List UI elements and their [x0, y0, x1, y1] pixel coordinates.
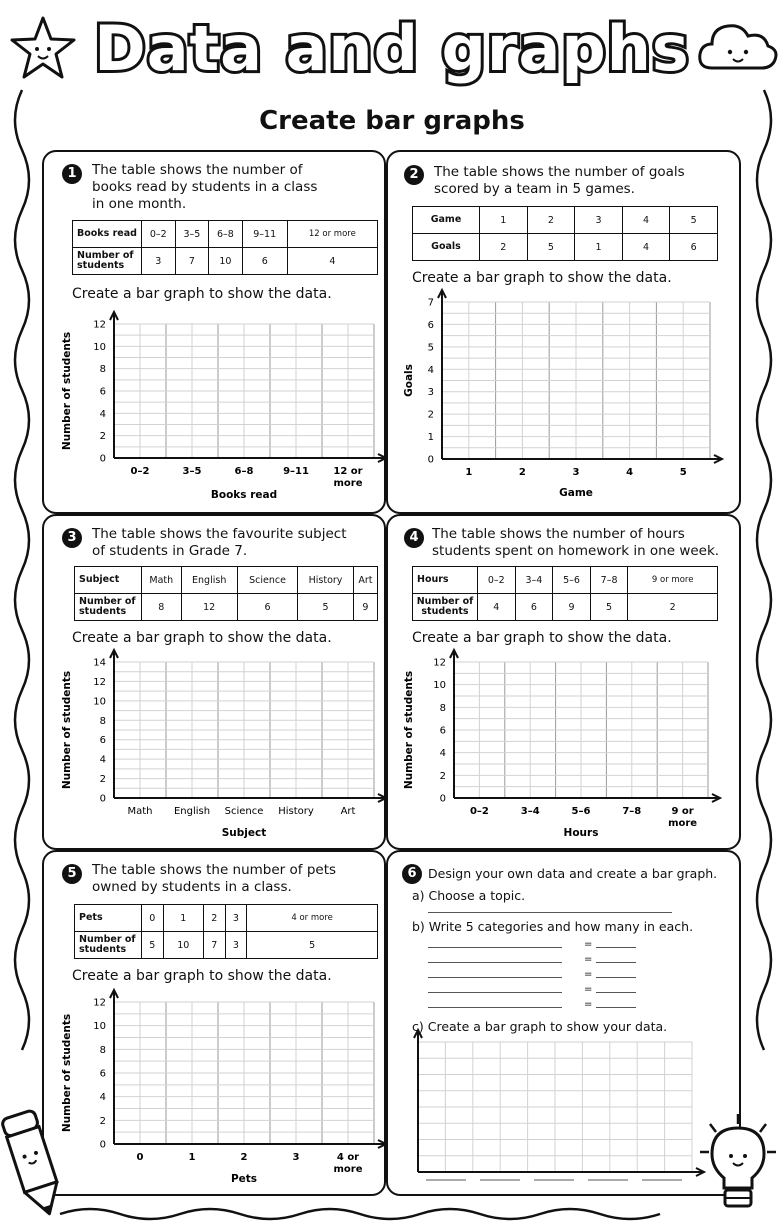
question-5-panel: [42, 850, 386, 1196]
part-c-text: c) Create a bar graph to show your data.: [412, 1019, 668, 1034]
question-number: 1: [62, 164, 82, 184]
question-text-line: of students in Grade 7.: [92, 543, 248, 559]
instruction: Create a bar graph to show the data.: [412, 630, 672, 646]
question-number: 6: [402, 864, 422, 884]
question-number: 4: [404, 528, 424, 548]
table-cell: 2: [628, 594, 718, 621]
table-cell: 3–4: [515, 567, 553, 594]
question-text-line: The table shows the favourite subject: [92, 526, 347, 542]
table-cell: 3: [225, 932, 247, 959]
x-tick-label: 0–2: [469, 806, 489, 817]
y-axis-title: Number of students: [61, 331, 73, 451]
y-tick-label: 0: [439, 793, 446, 805]
table-cell: 7: [175, 248, 209, 275]
blank-bar-graph: [388, 152, 743, 516]
y-tick-label: 8: [439, 702, 446, 714]
table-header-cell: Hours: [413, 567, 478, 594]
y-tick-label: 10: [93, 1021, 106, 1033]
question-text-line: The table shows the number of: [92, 162, 303, 178]
table-cell: 5: [670, 207, 718, 234]
x-tick-label: 3–5: [182, 466, 202, 477]
table-cell: 5–6: [553, 567, 591, 594]
table-cell: 5: [142, 932, 164, 959]
y-axis-title: Number of students: [403, 670, 415, 790]
y-tick-label: 0: [99, 453, 106, 465]
lightbulb-icon: [696, 1112, 780, 1220]
table-cell: 4: [478, 594, 516, 621]
instruction: Create a bar graph to show the data.: [72, 630, 332, 646]
y-tick-label: 1: [427, 432, 434, 444]
question-text-line: scored by a team in 5 games.: [434, 181, 635, 197]
x-tick-label: 1: [188, 1152, 196, 1163]
table-cell: 6: [670, 234, 718, 261]
y-tick-label: 8: [99, 715, 106, 727]
table-cell: 2: [480, 234, 528, 261]
instruction: Create a bar graph to show the data.: [72, 968, 332, 984]
question-text-line: The table shows the number of hours: [432, 526, 685, 542]
table-header-cell: Books read: [73, 221, 142, 248]
y-tick-label: 10: [93, 341, 106, 353]
table-cell: 12 or more: [287, 221, 377, 248]
x-tick-label: 7–8: [622, 806, 642, 817]
table-cell: 9 or more: [628, 567, 718, 594]
y-tick-label: 6: [427, 319, 434, 331]
question-1-panel: [42, 150, 386, 514]
equals-sign: =: [584, 939, 593, 950]
x-axis-title: Hours: [563, 827, 599, 839]
instruction: Create a bar graph to show the data.: [72, 286, 332, 302]
x-tick-label: 3–4: [520, 806, 540, 817]
x-tick-label: Science: [224, 806, 264, 817]
y-tick-label: 4: [427, 364, 434, 376]
y-tick-label: 0: [99, 1139, 106, 1151]
table-cell: 3: [575, 207, 623, 234]
x-tick-label: 5: [679, 467, 687, 478]
table-header-cell: Subject: [75, 567, 142, 594]
table-cell: English: [181, 567, 237, 594]
x-tick-label: 12 or more: [333, 466, 363, 489]
table-cell: 10: [209, 248, 243, 275]
table-cell: 5: [298, 594, 354, 621]
blank-bar-graph: [388, 852, 743, 1198]
y-tick-label: 12: [93, 997, 106, 1009]
x-axis-title: Pets: [230, 1173, 258, 1185]
question-text-line: books read by students in a class: [92, 179, 318, 195]
table-header-cell: Number of students: [413, 594, 478, 621]
blank-bar-graph: [44, 852, 388, 1198]
pencil-icon: [2, 1104, 66, 1222]
table-cell: 0–2: [142, 221, 176, 248]
table-cell: Science: [237, 567, 297, 594]
table-cell: 9: [553, 594, 591, 621]
y-tick-label: 7: [427, 297, 434, 309]
question-text-line: in one month.: [92, 196, 187, 212]
x-axis-title: Books read: [210, 489, 278, 501]
equals-sign: =: [584, 954, 593, 965]
y-tick-label: 2: [439, 770, 446, 782]
x-tick-label: 4: [626, 467, 634, 478]
table-cell: 4: [287, 248, 377, 275]
table-cell: 1: [163, 905, 203, 932]
table-cell: 2: [527, 207, 575, 234]
question-text-line: The table shows the number of goals: [434, 164, 685, 180]
question-2-panel: [386, 150, 741, 514]
table-cell: 6: [237, 594, 297, 621]
table-cell: 0: [142, 905, 164, 932]
y-tick-label: 0: [427, 454, 434, 466]
x-tick-label: Math: [127, 806, 153, 817]
y-tick-label: 6: [439, 725, 446, 737]
table-cell: 6: [515, 594, 553, 621]
y-axis-title: Goals: [403, 364, 415, 397]
y-tick-label: 12: [93, 319, 106, 331]
question-text-line: students spent on homework in one week.: [432, 543, 720, 559]
table-cell: 5: [590, 594, 628, 621]
x-tick-label: 9–11: [283, 466, 309, 477]
y-tick-label: 6: [99, 735, 106, 747]
page-subtitle: Create bar graphs: [259, 106, 525, 136]
part-a-text: a) Choose a topic.: [412, 888, 526, 903]
y-axis-title: Number of students: [61, 1013, 73, 1133]
y-tick-label: 14: [93, 657, 106, 669]
table-cell: 3–5: [175, 221, 209, 248]
x-tick-label: English: [173, 806, 211, 817]
table-header-cell: Goals: [413, 234, 480, 261]
y-tick-label: 12: [93, 676, 106, 688]
x-tick-label: 1: [465, 467, 473, 478]
part-b-text: b) Write 5 categories and how many in each.: [412, 919, 694, 934]
table-header-cell: Number of students: [75, 594, 142, 621]
table-cell: 5: [247, 932, 378, 959]
table-header-cell: Game: [413, 207, 480, 234]
instruction: Create a bar graph to show the data.: [412, 270, 672, 286]
x-tick-label: 2: [518, 467, 526, 478]
equals-sign: =: [584, 969, 593, 980]
y-tick-label: 10: [433, 680, 446, 692]
y-tick-label: 3: [427, 387, 434, 399]
table-cell: 4 or more: [247, 905, 378, 932]
y-tick-label: 4: [99, 408, 106, 420]
y-tick-label: 12: [433, 657, 446, 669]
y-tick-label: 8: [99, 1044, 106, 1056]
table-cell: 9: [353, 594, 377, 621]
table-cell: 9–11: [242, 221, 287, 248]
question-text-line: owned by students in a class.: [92, 879, 292, 895]
table-cell: 3: [225, 905, 247, 932]
x-tick-label: 0–2: [130, 466, 150, 477]
y-tick-label: 10: [93, 696, 106, 708]
x-axis-title: Subject: [221, 827, 267, 839]
question-3-panel: [42, 514, 386, 850]
y-tick-label: 6: [99, 1068, 106, 1080]
table-cell: 7: [203, 932, 225, 959]
y-tick-label: 0: [99, 793, 106, 805]
table-cell: 1: [575, 234, 623, 261]
question-number: 2: [404, 165, 424, 185]
table-cell: 6–8: [209, 221, 243, 248]
table-cell: 0–2: [478, 567, 516, 594]
table-cell: History: [298, 567, 354, 594]
x-tick-label: 3: [572, 467, 580, 478]
equals-sign: =: [584, 984, 593, 995]
x-tick-label: 9 or more: [668, 806, 698, 829]
question-6-panel: [386, 850, 741, 1196]
y-tick-label: 4: [99, 754, 106, 766]
x-tick-label: 0: [136, 1152, 144, 1163]
x-tick-label: 4 or more: [333, 1152, 363, 1175]
table-cell: 4: [622, 207, 670, 234]
x-tick-label: 6–8: [234, 466, 254, 477]
x-axis-title: Game: [559, 487, 593, 499]
y-tick-label: 4: [439, 748, 446, 760]
table-cell: 2: [203, 905, 225, 932]
y-tick-label: 6: [99, 386, 106, 398]
table-cell: 7–8: [590, 567, 628, 594]
x-tick-label: Art: [340, 806, 356, 817]
question-text-line: The table shows the number of pets: [92, 862, 337, 878]
table-cell: 1: [480, 207, 528, 234]
y-tick-label: 2: [99, 1115, 106, 1127]
table-cell: Art: [353, 567, 377, 594]
y-axis-title: Number of students: [61, 670, 73, 790]
x-tick-label: 3: [292, 1152, 300, 1163]
table-cell: 4: [622, 234, 670, 261]
table-cell: 10: [163, 932, 203, 959]
blank-bar-graph: [388, 516, 743, 852]
table-header-cell: Number of students: [73, 248, 142, 275]
table-cell: 3: [142, 248, 176, 275]
blank-bar-graph: [44, 152, 388, 516]
question-number: 5: [62, 864, 82, 884]
question-number: 3: [62, 528, 82, 548]
y-tick-label: 2: [427, 409, 434, 421]
table-header-cell: Number of students: [75, 932, 142, 959]
question-text: Design your own data and create a bar graph.: [428, 866, 718, 881]
question-4-panel: [386, 514, 741, 850]
page-title: Data and graphs: [94, 12, 690, 85]
x-tick-label: 5–6: [571, 806, 591, 817]
y-tick-label: 2: [99, 774, 106, 786]
x-tick-label: History: [278, 806, 314, 817]
y-tick-label: 2: [99, 431, 106, 443]
table-header-cell: Pets: [75, 905, 142, 932]
y-tick-label: 5: [427, 342, 434, 354]
table-cell: 5: [527, 234, 575, 261]
blank-bar-graph: [44, 516, 388, 852]
table-cell: 12: [181, 594, 237, 621]
equals-sign: =: [584, 999, 593, 1010]
table-cell: Math: [142, 567, 182, 594]
table-cell: 8: [142, 594, 182, 621]
y-tick-label: 4: [99, 1092, 106, 1104]
y-tick-label: 8: [99, 364, 106, 376]
table-cell: 6: [242, 248, 287, 275]
x-tick-label: 2: [240, 1152, 248, 1163]
